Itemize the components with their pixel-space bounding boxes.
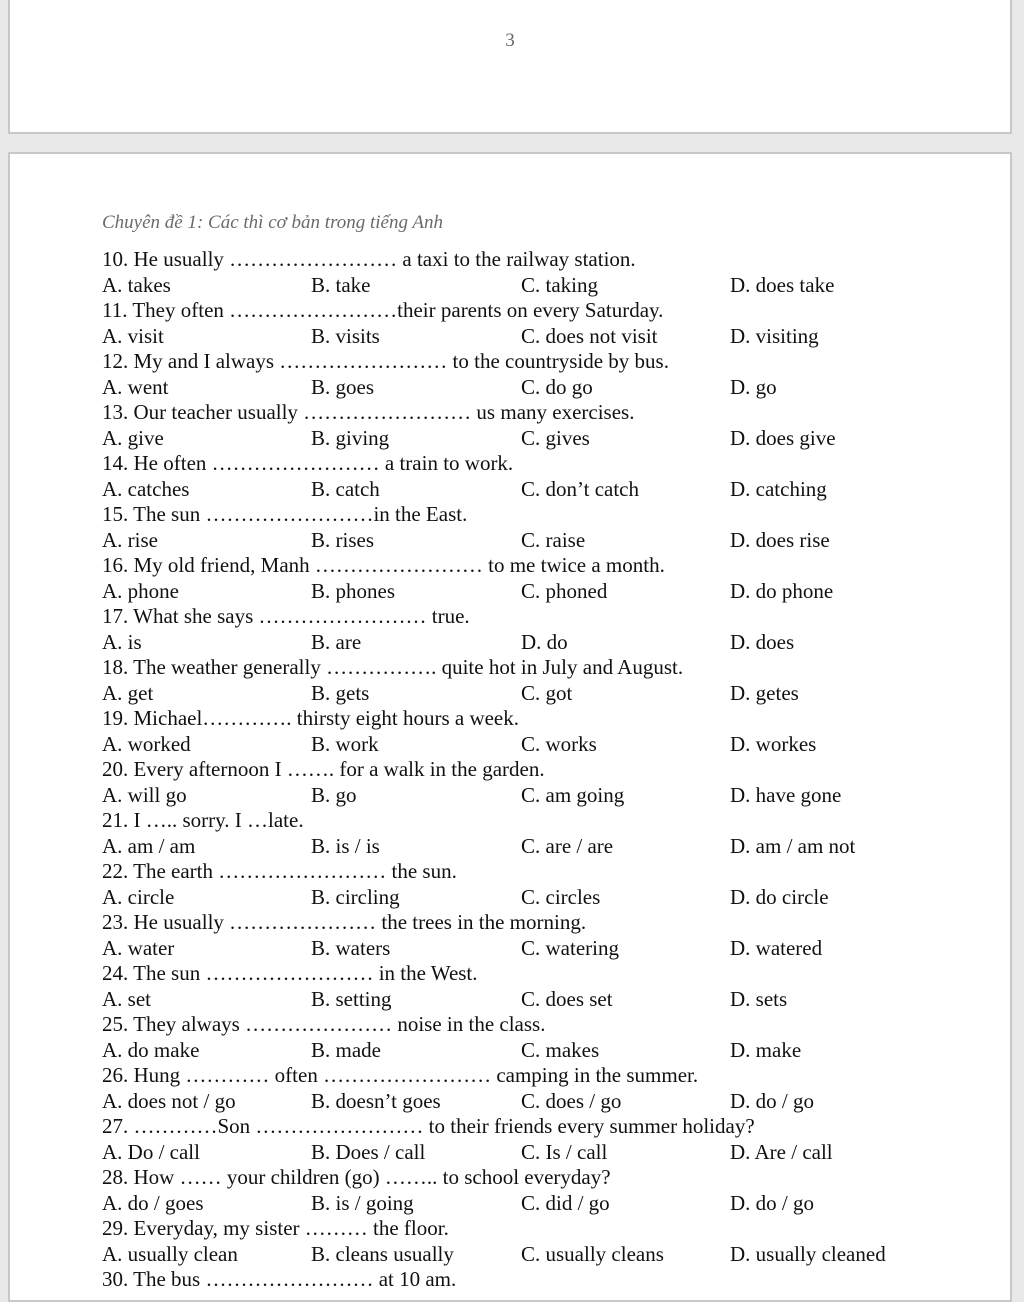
option-d: D. usually cleaned xyxy=(730,1241,886,1266)
option-c: C. do go xyxy=(521,374,593,399)
option-b: B. visits xyxy=(311,323,380,348)
option-b: B. cleans usually xyxy=(311,1241,454,1266)
option-b: B. are xyxy=(311,629,362,654)
question-text: 13. Our teacher usually …………………… us many exercises. xyxy=(102,400,635,424)
option-d: D. do / go xyxy=(730,1088,814,1113)
option-a: A. phone xyxy=(102,578,179,603)
option-b: B. goes xyxy=(311,374,374,399)
option-c: C. Is / call xyxy=(521,1139,608,1164)
question-text: 18. The weather generally ……………. quite hot in July and August. xyxy=(102,655,684,679)
option-c: C. are / are xyxy=(521,833,614,858)
question-options xyxy=(102,783,1000,809)
question-text: 27. …………Son …………………… to their friends every summer holiday? xyxy=(102,1114,755,1138)
option-b: B. rises xyxy=(311,527,374,552)
option-d: D. do / go xyxy=(730,1190,814,1215)
question-options xyxy=(102,1140,1000,1166)
option-b: B. circling xyxy=(311,884,400,909)
option-c: C. does / go xyxy=(521,1088,622,1113)
question-options xyxy=(102,1242,1000,1268)
chapter-heading: Chuyên đề 1: Các thì cơ bản trong tiếng Anh xyxy=(102,212,444,233)
option-c: C. gives xyxy=(521,425,590,450)
option-d: D. getes xyxy=(730,680,799,705)
option-c: C. circles xyxy=(521,884,601,909)
question-options xyxy=(102,477,1000,503)
option-a: A. get xyxy=(102,680,154,705)
question-options xyxy=(102,1089,1000,1115)
option-b: B. made xyxy=(311,1037,381,1062)
option-c: C. did / go xyxy=(521,1190,610,1215)
option-c: C. does set xyxy=(521,986,613,1011)
option-a: A. Do / call xyxy=(102,1139,200,1164)
question-text: 10. He usually …………………… a taxi to the railway station. xyxy=(102,247,636,271)
option-d: D. workes xyxy=(730,731,817,756)
option-a: A. went xyxy=(102,374,169,399)
current-page xyxy=(8,152,1012,1302)
question-options xyxy=(102,1038,1000,1064)
option-d: D. does rise xyxy=(730,527,830,552)
option-c: C. got xyxy=(521,680,573,705)
option-b: B. Does / call xyxy=(311,1139,426,1164)
option-b: B. setting xyxy=(311,986,392,1011)
question-text: 15. The sun ……………………in the East. xyxy=(102,502,468,526)
question-options xyxy=(102,324,1000,350)
option-d: D. watered xyxy=(730,935,823,960)
question-text: 16. My old friend, Manh …………………… to me twice a month. xyxy=(102,553,665,577)
option-b: B. is / going xyxy=(311,1190,414,1215)
option-a: A. rise xyxy=(102,527,158,552)
option-d: D. does take xyxy=(730,272,835,297)
question-list xyxy=(102,247,1000,1287)
option-a: A. set xyxy=(102,986,151,1011)
question-text: 29. Everyday, my sister ……… the floor. xyxy=(102,1216,449,1240)
option-c: C. raise xyxy=(521,527,586,552)
question-options xyxy=(102,936,1000,962)
question-options xyxy=(102,732,1000,758)
option-c: C. works xyxy=(521,731,597,756)
option-c: C. phoned xyxy=(521,578,608,603)
option-d: D. catching xyxy=(730,476,827,501)
option-a: A. give xyxy=(102,425,164,450)
option-a: A. worked xyxy=(102,731,191,756)
option-a: A. will go xyxy=(102,782,187,807)
option-a: A. is xyxy=(102,629,142,654)
option-b: B. is / is xyxy=(311,833,380,858)
cut-off-question: 30. The bus …………………… at 10 am. xyxy=(102,1267,457,1287)
option-b: B. phones xyxy=(311,578,395,603)
question-text: 25. They always ………………… noise in the class. xyxy=(102,1012,546,1036)
option-b: B. doesn’t goes xyxy=(311,1088,441,1113)
option-d: D. make xyxy=(730,1037,802,1062)
question-text: 20. Every afternoon I ……. for a walk in the garden. xyxy=(102,757,545,781)
question-text: 19. Michael…………. thirsty eight hours a week. xyxy=(102,706,520,730)
option-c: C. watering xyxy=(521,935,619,960)
option-a: A. do make xyxy=(102,1037,200,1062)
option-c: C. does not visit xyxy=(521,323,658,348)
question-options xyxy=(102,630,1000,656)
question-options xyxy=(102,681,1000,707)
question-text: 26. Hung ………… often …………………… camping in the summer. xyxy=(102,1063,699,1087)
option-d: D. does give xyxy=(730,425,836,450)
question-text: 21. I ….. sorry. I …late. xyxy=(102,808,304,832)
option-a: A. circle xyxy=(102,884,175,909)
option-d: D. have gone xyxy=(730,782,842,807)
option-a: A. takes xyxy=(102,272,171,297)
question-options xyxy=(102,375,1000,401)
option-b: B. giving xyxy=(311,425,390,450)
question-text: 11. They often ……………………their parents on every Saturday. xyxy=(102,298,664,322)
question-text: 23. He usually ………………… the trees in the morning. xyxy=(102,910,587,934)
option-a: A. am / am xyxy=(102,833,196,858)
question-options xyxy=(102,1191,1000,1217)
question-options xyxy=(102,528,1000,554)
question-text: 24. The sun …………………… in the West. xyxy=(102,961,478,985)
question-text: 12. My and I always …………………… to the countryside by bus. xyxy=(102,349,669,373)
option-d: D. visiting xyxy=(730,323,819,348)
option-c: D. do xyxy=(521,629,568,654)
option-d: D. do phone xyxy=(730,578,834,603)
question-options xyxy=(102,885,1000,911)
option-d: D. sets xyxy=(730,986,788,1011)
option-a: A. does not / go xyxy=(102,1088,236,1113)
option-d: D. am / am not xyxy=(730,833,856,858)
option-b: B. work xyxy=(311,731,379,756)
option-c: C. usually cleans xyxy=(521,1241,664,1266)
option-c: C. don’t catch xyxy=(521,476,640,501)
option-d: D. do circle xyxy=(730,884,829,909)
question-options xyxy=(102,273,1000,299)
question-options xyxy=(102,834,1000,860)
question-text: 17. What she says …………………… true. xyxy=(102,604,470,628)
option-a: A. water xyxy=(102,935,175,960)
previous-page xyxy=(8,0,1012,134)
question-options xyxy=(102,987,1000,1013)
option-c: C. taking xyxy=(521,272,598,297)
option-a: A. catches xyxy=(102,476,190,501)
option-d: D. go xyxy=(730,374,777,399)
option-c: C. makes xyxy=(521,1037,600,1062)
option-c: C. am going xyxy=(521,782,625,807)
page-number: 3 xyxy=(505,30,515,51)
option-d: D. does xyxy=(730,629,795,654)
option-a: A. do / goes xyxy=(102,1190,204,1215)
option-b: B. go xyxy=(311,782,357,807)
question-options xyxy=(102,579,1000,605)
option-b: B. take xyxy=(311,272,371,297)
option-b: B. catch xyxy=(311,476,380,501)
option-b: B. waters xyxy=(311,935,391,960)
question-options xyxy=(102,426,1000,452)
question-text: 28. How …… your children (go) …….. to school everyday? xyxy=(102,1165,611,1189)
option-a: A. visit xyxy=(102,323,164,348)
option-b: B. gets xyxy=(311,680,370,705)
question-text: 14. He often …………………… a train to work. xyxy=(102,451,514,475)
question-text: 22. The earth …………………… the sun. xyxy=(102,859,457,883)
option-d: D. Are / call xyxy=(730,1139,833,1164)
option-a: A. usually clean xyxy=(102,1241,238,1266)
